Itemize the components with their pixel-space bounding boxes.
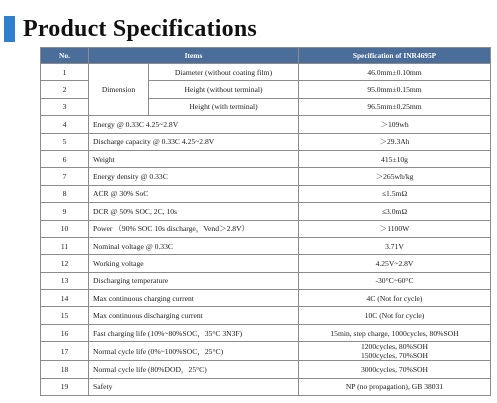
spec-table	[40, 47, 491, 396]
row-item: Working voltage	[89, 255, 299, 272]
table-row	[41, 237, 491, 254]
table-header-row	[41, 48, 491, 64]
table-row	[41, 168, 491, 185]
row-spec-line: 1500cycles, 70%SOH	[360, 351, 429, 361]
row-spec: 10C (Not for cycle)	[299, 307, 491, 324]
row-spec: -30°C~60°C	[299, 272, 491, 289]
table-row	[41, 185, 491, 202]
row-number: 11	[41, 237, 89, 254]
table-row	[41, 307, 491, 324]
row-number: 17	[41, 342, 89, 361]
title-block	[4, 14, 257, 44]
row-spec: ＞265wh/kg	[299, 168, 491, 185]
row-number: 13	[41, 272, 89, 289]
row-spec: 415±10g	[299, 150, 491, 167]
header-specification: Specification of INR4695P	[299, 48, 491, 64]
row-item: Discharge capacity @ 0.33C 4.25~2.8V	[89, 133, 299, 150]
row-item: Normal cycle life (0%~100%SOC，25°C)	[89, 342, 299, 361]
row-number: 9	[41, 203, 89, 220]
row-spec: ＞109wh	[299, 116, 491, 133]
row-spec: ≤1.5mΩ	[299, 185, 491, 202]
row-item: Weight	[89, 150, 299, 167]
row-spec: 96.5mm±0.25mm	[299, 98, 491, 115]
header-no: No.	[41, 48, 89, 64]
page-title: Product Specifications	[23, 15, 257, 42]
table-row	[41, 150, 491, 167]
row-number: 6	[41, 150, 89, 167]
row-number: 5	[41, 133, 89, 150]
row-spec: NP (no propagation), GB 38031	[299, 378, 491, 395]
title-accent-bar	[4, 16, 15, 42]
row-number: 16	[41, 324, 89, 341]
table-row	[41, 290, 491, 307]
table-row	[41, 324, 491, 341]
table-row	[41, 378, 491, 395]
row-spec: ＞29.3Ah	[299, 133, 491, 150]
row-number: 1	[41, 64, 89, 81]
row-item: Safety	[89, 378, 299, 395]
table-row	[41, 203, 491, 220]
row-spec: 3000cycles, 70%SOH	[299, 361, 491, 378]
table-row	[41, 133, 491, 150]
table-row	[41, 342, 491, 361]
table-row	[41, 220, 491, 237]
row-number: 7	[41, 168, 89, 185]
row-item: Max continuous discharging current	[89, 307, 299, 324]
row-number: 18	[41, 361, 89, 378]
row-item: Diameter (without coating film)	[149, 64, 299, 81]
row-spec: 95.0mm±0.15mm	[299, 81, 491, 98]
row-number: 10	[41, 220, 89, 237]
row-spec-line: 1200cycles, 80%SOH	[360, 342, 429, 352]
row-item: Max continuous charging current	[89, 290, 299, 307]
row-number: 3	[41, 98, 89, 115]
row-spec: ＞1100W	[299, 220, 491, 237]
row-spec: ≤3.0mΩ	[299, 203, 491, 220]
row-spec: 46.0mm±0.10mm	[299, 64, 491, 81]
row-spec: 15min, step charge, 1000cycles, 80%SOH	[299, 324, 491, 341]
row-number: 12	[41, 255, 89, 272]
row-number: 4	[41, 116, 89, 133]
row-spec: 3.71V	[299, 237, 491, 254]
row-spec: 4C (Not for cycle)	[299, 290, 491, 307]
row-number: 15	[41, 307, 89, 324]
row-item: Height (without terminal)	[149, 81, 299, 98]
row-item: ACR @ 30% SoC	[89, 185, 299, 202]
table-row	[41, 255, 491, 272]
table-row	[41, 116, 491, 133]
row-item: Nominal voltage @ 0.33C	[89, 237, 299, 254]
row-item: Energy density @ 0.33C	[89, 168, 299, 185]
row-number: 8	[41, 185, 89, 202]
table-row	[41, 361, 491, 378]
row-item: Power （90% SOC 10s discharge，Vend＞2.8V）	[89, 220, 299, 237]
row-number: 2	[41, 81, 89, 98]
table-row	[41, 64, 491, 81]
row-spec: 4.25V~2.8V	[299, 255, 491, 272]
row-item: Normal cycle life (80%DOD，25°C)	[89, 361, 299, 378]
row-item: Discharging temperature	[89, 272, 299, 289]
row-item: Height (with terminal)	[149, 98, 299, 115]
row-item: DCR @ 50% SOC, 2C, 10s	[89, 203, 299, 220]
row-number: 19	[41, 378, 89, 395]
row-spec	[299, 342, 491, 361]
header-items: Items	[89, 48, 299, 64]
row-number: 14	[41, 290, 89, 307]
dimension-group-label: Dimension	[89, 64, 149, 116]
table-row	[41, 272, 491, 289]
row-item: Fast charging life (10%~80%SOC，35°C 3N3F)	[89, 324, 299, 341]
row-item: Energy @ 0.33C 4.25~2.8V	[89, 116, 299, 133]
